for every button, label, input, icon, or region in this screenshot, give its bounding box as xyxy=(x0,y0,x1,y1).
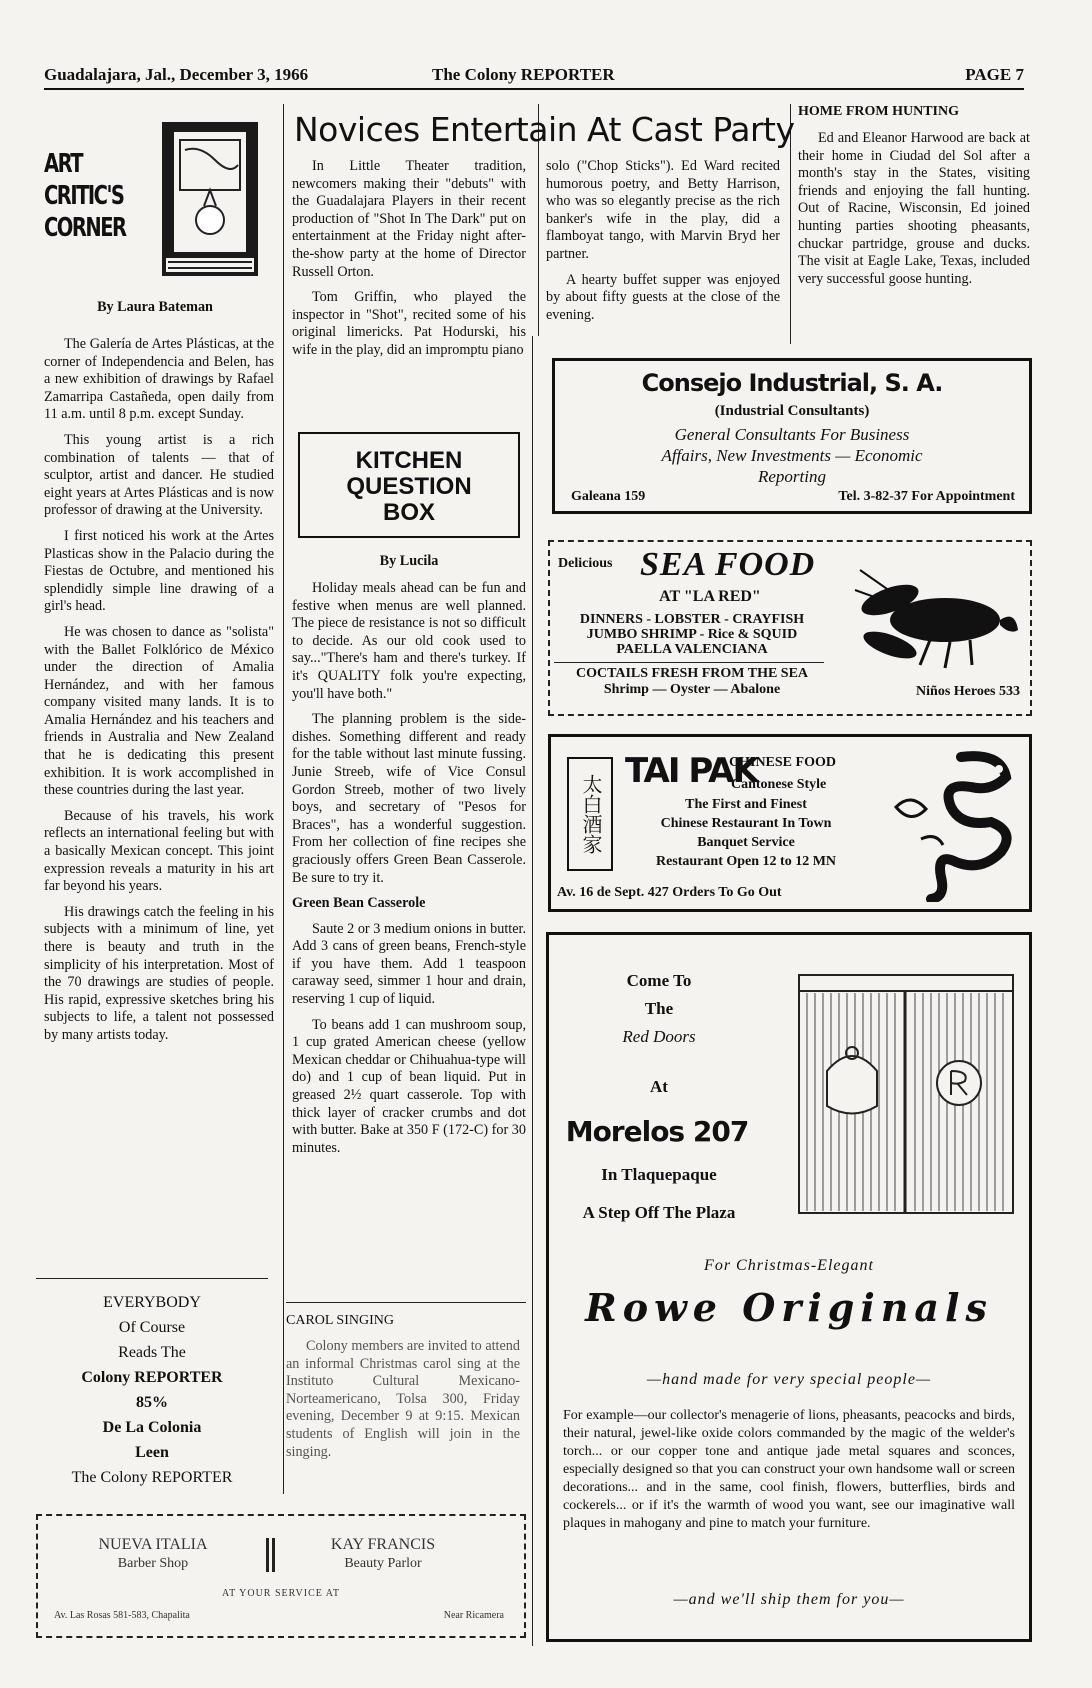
line: 85% xyxy=(136,1394,168,1411)
seafood-title: SEA FOOD xyxy=(640,546,816,583)
consejo-phone: Tel. 3-82-37 For Appointment xyxy=(838,489,1015,504)
paragraph: Saute 2 or 3 medium onions in butter. Add 3 cans of green beans, French-style if you have them. Add 1 teaspoon caraway seed, simmer 1 hour and drain, reserving 1 cup of liquid. xyxy=(292,920,526,1008)
paragraph: He was chosen to dance as "solista" with the Ballet Folklórico de México under the direction of Amalia Hernández, and with her famous company visited many lands. It is to Amalia Hernández and his teachers and friends in Australia and New Zealand that he is dedicating this present exhibition. It is work accomplished in these countries during the last year. xyxy=(44,623,274,799)
paragraph: The planning problem is the side-dishes. Something different and ready for the table without last minute fussing. Junie Streeb, wife of Vice Consul Gordon Streeb, mother of two lively boys, and secretary of "Pesos for Braces", has a wonderful suggestion. From her collection of fine recipes she graciously offers Green Bean Casserole. Be sure to try it. xyxy=(292,711,526,886)
paragraph: A hearty buffet supper was enjoyed by about fifty guests at the close of the evening. xyxy=(546,271,780,323)
art-critic-article xyxy=(44,336,274,1053)
rowe-name: Rowe Originals xyxy=(585,1285,993,1330)
line: De La Colonia xyxy=(102,1419,202,1436)
paragraph: I first noticed his work at the Artes Plasticas show in the Palacio during the Fiestas de Octubre, and mentioned his splendidly simple line drawing of a girl's head. xyxy=(44,527,274,615)
title-line: ART xyxy=(44,149,83,179)
seafood-at: AT "LA RED" xyxy=(659,588,761,605)
paper-name: The Colony REPORTER xyxy=(432,65,615,84)
detail-line: The First and Finest xyxy=(685,797,807,812)
line: Of Course xyxy=(118,1319,186,1336)
paragraph: Holiday meals ahead can be fun and festive when menus are well planned. The piece de resistance is not so difficult to decide. As our old cook used to say..."There's ham and there's turkey. If it's QUALITY folk you're expecting, you'll have both." xyxy=(292,580,526,702)
beauty-name: KAY FRANCIS xyxy=(330,1536,436,1553)
rowe-at: At xyxy=(650,1077,668,1096)
rowe-body: For example—our collector's menagerie of lions, pheasants, peacocks and birds, their natural, jewel-like oxide colors commanded by the magic of the welder's torch... or our copper tone and antique jade metal squares and sconces, especially designed so that you can construct your own handsome wall or screen decorations... and in the same, cool finish, flowers, butterflies, birds and cockerels... or if it's the warmth of wood you want, see our imaginative wall plaques in mahogany and pine to match your furniture. xyxy=(563,1408,1015,1531)
paragraph: The Galería de Artes Plásticas, at the corner of Independencia and Belen, has a new exhibition of drawings by Rafael Zamarripa Castañeda, open daily from 11 a.m. until 8 p.m. except Sunday. xyxy=(44,336,274,423)
consejo-sub: (Industrial Consultants) xyxy=(714,403,870,419)
kitchen-article xyxy=(292,580,526,1165)
barber-beauty-ad xyxy=(36,1514,526,1638)
taipak-name: TAI PAK xyxy=(625,751,757,791)
paragraph: His drawings catch the feeling in his subjects with a minimum of line, yet there is beauty and truth in the simplicity of his interpretation. Most of the 70 drawings are studies of people. His rapid, expressive sketches bring his subjects to life, a talent not possessed by many artists today. xyxy=(44,903,274,1043)
detail-line: Restaurant Open 12 to 12 MN xyxy=(655,854,837,869)
barber-name: NUEVA ITALIA xyxy=(98,1536,208,1553)
menu-line: DINNERS - LOBSTER - CRAYFISH xyxy=(579,612,805,627)
dragon-icon xyxy=(881,747,1021,907)
seafood-delicious: Delicious xyxy=(558,556,613,571)
title-line: CRITIC'S xyxy=(44,181,124,211)
page-header xyxy=(44,62,1024,90)
column-rule xyxy=(532,336,533,1646)
chinese-sign: 太白酒家 xyxy=(567,757,613,871)
kitchen-byline: By Lucila xyxy=(379,553,439,569)
detail-line: Chinese Restaurant In Town xyxy=(660,816,832,831)
taipak-kind: CHINESE FOOD xyxy=(729,755,836,770)
line: The Colony REPORTER xyxy=(71,1469,233,1486)
beauty-sub: Beauty Parlor xyxy=(344,1556,422,1571)
title-line: KITCHEN xyxy=(355,447,463,474)
paragraph: In Little Theater tradition, newcomers making their "debuts" with the Guadalajara Players in their recent production of "Shot In The Dark" put on entertainment at the Friday night after-the-show party at the home of Director Russell Orton. xyxy=(292,158,526,280)
rowe-ad xyxy=(546,932,1032,1642)
barber-sub: Barber Shop xyxy=(117,1556,189,1571)
service-line: AT YOUR SERVICE AT xyxy=(221,1588,341,1599)
consejo-line1: General Consultants For Business xyxy=(674,425,910,444)
page-number: PAGE 7 xyxy=(965,65,1024,84)
seafood-ad xyxy=(548,540,1032,716)
title-line: BOX xyxy=(382,499,435,526)
ad-near: Near Ricamera xyxy=(443,1610,504,1621)
rowe-red-doors: Red Doors xyxy=(622,1027,696,1046)
ad-separator xyxy=(266,1538,275,1572)
seafood-address: Niños Heroes 533 xyxy=(916,684,1020,699)
hunting-heading: HOME FROM HUNTING xyxy=(798,104,959,119)
ad-address: Av. Las Rosas 581-583, Chapalita xyxy=(54,1610,190,1621)
novices-col1 xyxy=(292,158,526,368)
art-critic-title xyxy=(44,148,154,258)
carol-article xyxy=(286,1338,520,1469)
dateline: Guadalajara, Jal., December 3, 1966 xyxy=(44,65,309,84)
title-line: CORNER xyxy=(44,213,126,243)
rowe-town: In Tlaquepaque xyxy=(601,1165,717,1184)
consejo-ad xyxy=(552,358,1032,514)
kitchen-title-box xyxy=(298,432,520,538)
consejo-address: Galeana 159 xyxy=(571,489,646,504)
rowe-address: Morelos 207 xyxy=(565,1115,749,1148)
paragraph: Ed and Eleanor Harwood are back at their home in Ciudad del Sol after a month's stay in the States, visiting friends and enjoying the fall hunting. Out of Racine, Wisconsin, Ed joined hunting parties shooting pheasants, chuckar partridge, grouse and ducks. The visit at Eagle Lake, Texas, included very successful goose hunting. xyxy=(798,130,1030,287)
carol-heading: CAROL SINGING xyxy=(286,1313,394,1328)
divider xyxy=(554,662,824,663)
rowe-the: The xyxy=(644,999,674,1018)
art-critic-byline: By Laura Bateman xyxy=(97,299,213,315)
artist-drawing-image xyxy=(160,120,260,278)
recipe-title: Green Bean Casserole xyxy=(292,895,426,912)
seafood-cocktails xyxy=(552,666,832,698)
consejo-name: Consejo Industrial, S. A. xyxy=(641,369,943,397)
taipak-style: Cantonese Style xyxy=(731,777,827,792)
rowe-come: Come To xyxy=(626,971,692,990)
divider xyxy=(36,1278,268,1279)
menu-line: PAELLA VALENCIANA xyxy=(616,642,768,657)
novices-headline: Novices Entertain At Cast Party xyxy=(294,110,795,149)
paragraph: To beans add 1 can mushroom soup, 1 cup grated American cheese (yellow Mexican cheddar or Chihuahua-type will do) and 1 cup of bean liquid. Put in greased 2½ quart casserole. Top with thick layer of cracker crumbs and dot with butter. Bake at 350 F (172-C) for 30 minutes. xyxy=(292,1016,526,1156)
consejo-line2: Affairs, New Investments — Economic xyxy=(661,446,923,465)
lobster-icon xyxy=(850,560,1020,675)
detail-line: Banquet Service xyxy=(697,835,795,850)
seafood-menu xyxy=(552,612,832,657)
everybody-box xyxy=(36,1290,268,1490)
paragraph: This young artist is a rich combination of talents — that of sculptor, artist and dancer. He studied eight years at Artes Plásticas and is now professor of drawing at the University. xyxy=(44,431,274,519)
hunting-article xyxy=(798,130,1030,296)
taipak-address: Av. 16 de Sept. 427 Orders To Go Out xyxy=(557,885,782,900)
paragraph: solo ("Chop Sticks"). Ed Ward recited humorous poetry, and Betty Harrison, who was so elegantly precise as the rich banker's wife in the play, did a flamboyat tango, with Marvin Bryd her partner. xyxy=(546,158,780,262)
rowe-closing: —and we'll ship them for you— xyxy=(673,1591,905,1608)
paragraph: Because of his travels, his work reflects an international feeling but with a basically Mexican concept. This joint expression reveals a maturity in his art far beyond his years. xyxy=(44,807,274,895)
consejo-line3: Reporting xyxy=(758,467,826,486)
line: Leen xyxy=(135,1444,169,1461)
red-doors-drawing xyxy=(797,971,1015,1222)
novices-col2 xyxy=(546,158,780,332)
taipak-details xyxy=(611,795,881,871)
rowe-for-christmas: For Christmas-Elegant xyxy=(704,1257,874,1274)
menu-line: COCTAILS FRESH FROM THE SEA xyxy=(575,666,809,681)
line: EVERYBODY xyxy=(103,1294,201,1311)
line: Reads The xyxy=(118,1344,186,1361)
paragraph: Colony members are invited to attend an informal Christmas carol sing at the Instituto Cultural Mexicano-Norteamericano, Tolsa 300, Friday evening, December 9 at 9:15. Mexican students of English will join in the singing. xyxy=(286,1338,520,1460)
line: Colony REPORTER xyxy=(81,1369,223,1386)
paragraph: Tom Griffin, who played the inspector in "Shot", recited some of his original limericks. Pat Hodurski, his wife in the play, did an impromptu piano xyxy=(292,289,526,358)
divider xyxy=(286,1302,526,1303)
title-line: QUESTION xyxy=(346,473,472,500)
rowe-step: A Step Off The Plaza xyxy=(582,1203,736,1222)
menu-line: JUMBO SHRIMP - Rice & SQUID xyxy=(586,627,798,642)
rowe-tagline: —hand made for very special people— xyxy=(646,1371,932,1388)
taipak-ad xyxy=(548,734,1032,912)
column-rule xyxy=(283,104,284,1494)
menu-line: Shrimp — Oyster — Abalone xyxy=(603,682,781,697)
